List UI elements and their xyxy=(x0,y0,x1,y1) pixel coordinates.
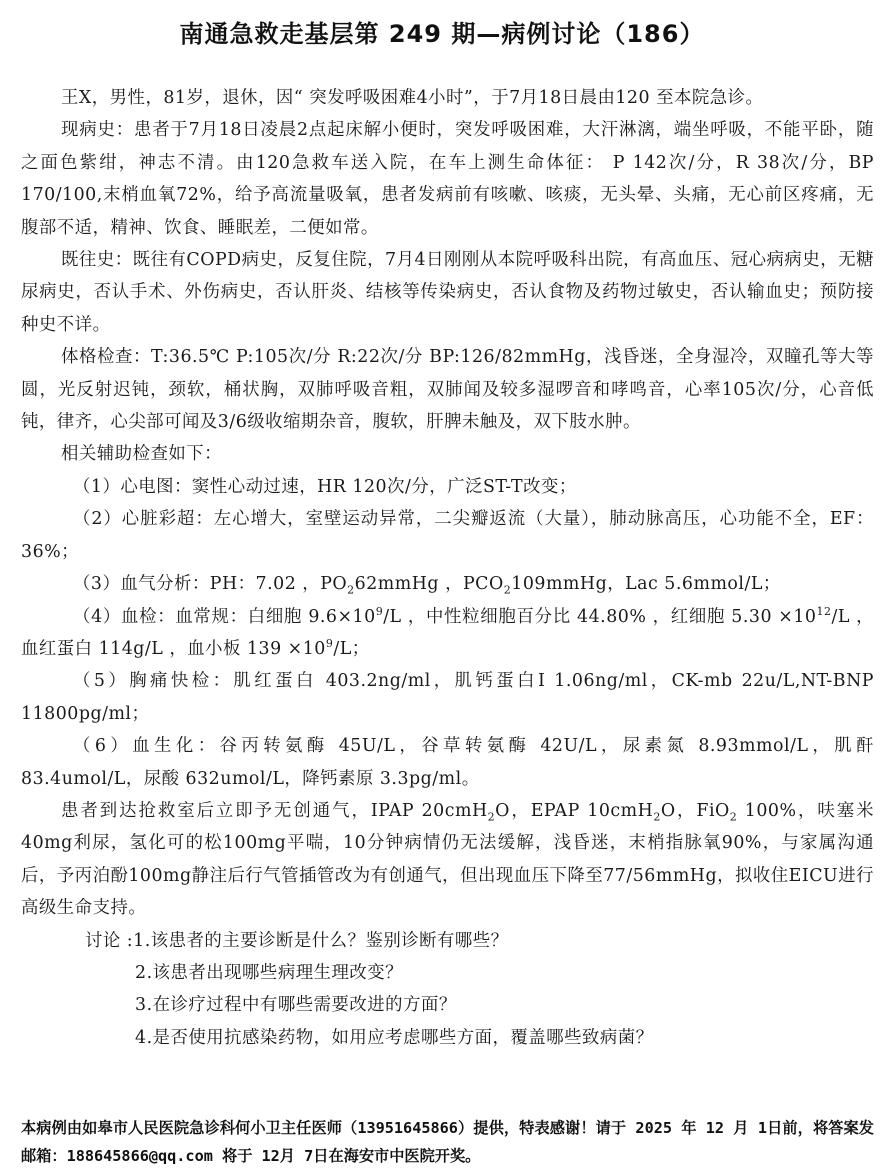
footer-note: 本病例由如皋市人民医院急诊科何小卫主任医师（13951645866）提供，特表感谢！请于 2025 年 12 月 1日前，将答案发邮箱：188645866@qq.com 将于 12月 7日在海安市中医院开奖。 xyxy=(21,1119,874,1165)
aux-ecg: （1）心电图：窦性心动过速，HR 120次/分，广泛ST-T改变； xyxy=(73,476,577,497)
bga-text-2: 62mmHg ，PCO xyxy=(354,574,504,595)
course-text-3: O，FiO xyxy=(660,800,730,821)
aux-blood-test xyxy=(21,601,874,666)
blood-sup-2: 12 xyxy=(816,604,832,618)
discussion-q4: 4.是否使用抗感染药物，如用应考虑哪些方面，覆盖哪些致病菌？ xyxy=(135,1027,654,1048)
aux-heading: 相关辅助检查如下： xyxy=(61,444,223,465)
aux-echo: （2）心脏彩超：左心增大，室壁运动异常，二尖瓣返流（大量），肺动脉高压，心功能不全，EF：36%； xyxy=(21,509,874,562)
discussion-q2: 2.该患者出现哪些病理生理改变？ xyxy=(135,962,404,983)
bga-text-3: 109mmHg，Lac 5.6mmol/L； xyxy=(511,574,781,595)
aux-blood-gas xyxy=(21,568,874,600)
bga-o2-subscript: 2 xyxy=(347,583,355,597)
present-illness: 现病史：患者于7月18日凌晨2点起床解小便时，突发呼吸困难，大汗淋漓，端坐呼吸，不能平卧，随之面色紫绀，神志不清。由120急救车送入院，在车上测生命体征： P 142次/分，R 38次/分，BP 170/100,末梢血氧72%，给予高流量吸氧，患者发病前有咳嗽、咳痰，无头晕、头痛，无心前区疼痛，无腹部不适，精神、饮食、睡眠差，二便如常。 xyxy=(21,120,874,238)
course-sub-1: 2 xyxy=(487,810,496,824)
page-title: 南通急救走基层第 249 期—病例讨论（186） xyxy=(179,20,705,48)
blood-text-2: /L ，中性粒细胞百分比 44.80% ，红细胞 5.30 ×10 xyxy=(383,606,817,627)
bga-co2-subscript: 2 xyxy=(503,583,512,597)
course-sub-2: 2 xyxy=(653,810,661,824)
blood-sup-3: 9 xyxy=(325,637,334,651)
discussion-q1: 讨论 :1.该患者的主要诊断是什么？鉴别诊断有哪些？ xyxy=(85,930,509,951)
blood-text-4: /L； xyxy=(333,638,370,659)
treatment-course xyxy=(21,795,874,925)
course-text-2: O，EPAP 10cmH xyxy=(495,800,654,821)
case-body xyxy=(21,82,874,1054)
physical-exam: 体格检查：T:36.5℃ P:105次/分 R:22次/分 BP:126/82mmHg，浅昏迷，全身湿冷，双瞳孔等大等圆，光反射迟钝，颈软，桶状胸，双肺呼吸音粗，双肺闻及较多湿啰音和哮鸣音，心率105次/分，心音低钝，律齐，心尖部可闻及3/6级收缩期杂音，腹软，肝脾未触及，双下肢水肿。 xyxy=(21,347,874,433)
bga-text-1: （3）血气分析：PH：7.02 ，PO xyxy=(73,574,348,595)
blood-sup-1: 9 xyxy=(375,604,384,618)
course-text-4: 100%，呋塞米40mg利尿，氢化可的松100mg平喘，10分钟病情仍无法缓解，浅昏迷，末梢指脉氧90%，与家属沟通后，予丙泊酚100mg静注后行气管插管改为有创通气，但出现血压下降至77/56mmHg，拟收住EICU进行高级生命支持。 xyxy=(21,800,874,919)
past-history: 既往史：既往有COPD病史，反复住院，7月4日刚刚从本院呼吸科出院，有高血压、冠心病病史，无糖尿病史，否认手术、外伤病史，否认肝炎、结核等传染病史，否认食物及药物过敏史，否认输血史；预防接种史不详。 xyxy=(21,250,874,335)
blood-text-3: /L ，血红蛋白 114g/L ，血小板 139 ×10 xyxy=(21,606,875,659)
aux-chest-pain-panel: （5）胸痛快检：肌红蛋白 403.2ng/ml，肌钙蛋白I 1.06ng/ml，CK-mb 22u/L,NT-BNP 11800pg/ml； xyxy=(21,671,874,724)
aux-biochemistry: （6）血生化：谷丙转氨酶 45U/L，谷草转氨酶 42U/L，尿素氮 8.93mmol/L，肌酐 83.4umol/L，尿酸 632umol/L，降钙素原 3.3pg/ml。 xyxy=(21,736,874,789)
course-text-1: 患者到达抢救室后立即予无创通气，IPAP 20cmH xyxy=(61,800,488,821)
course-sub-3: 2 xyxy=(729,810,738,824)
blood-text-1: （4）血检：血常规：白细胞 9.6×10 xyxy=(73,606,376,627)
discussion-q3: 3.在诊疗过程中有哪些需要改进的方面？ xyxy=(135,995,457,1016)
patient-intro: 王X，男性，81岁，退休，因“ 突发呼吸困难4小时”，于7月18日晨由120 至本院急诊。 xyxy=(61,88,764,108)
